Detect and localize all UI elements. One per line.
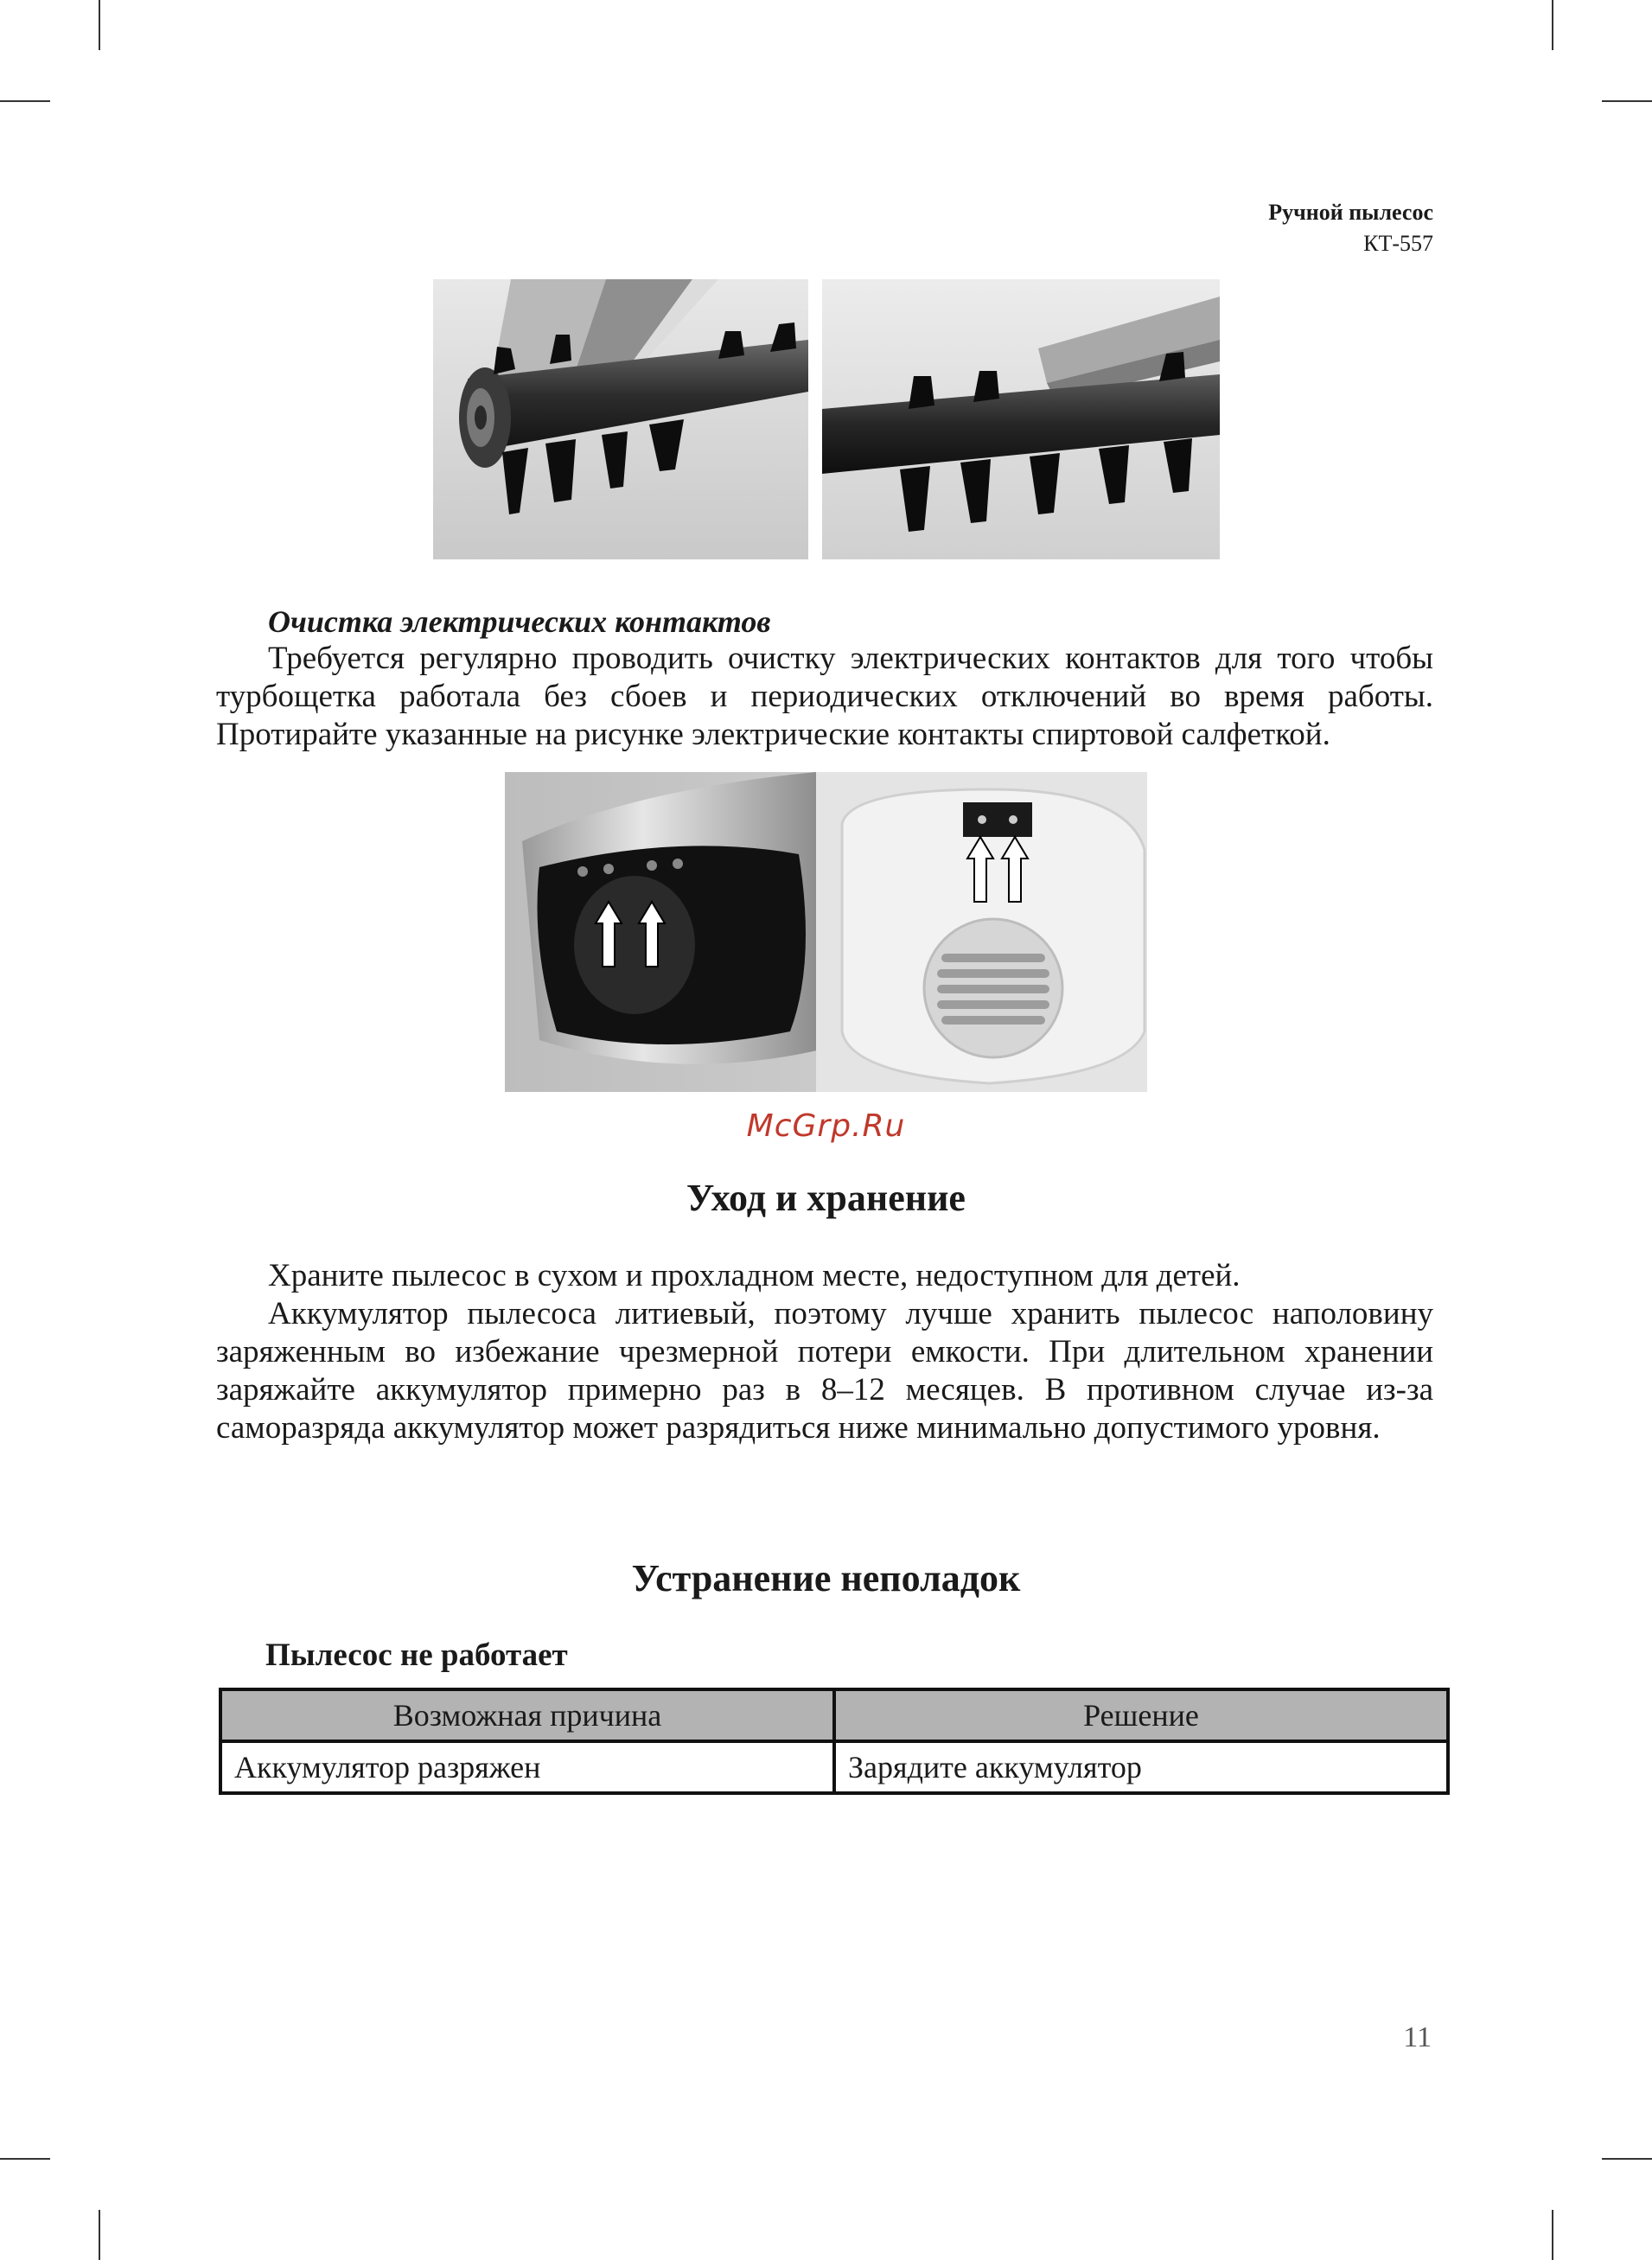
crop-mark [1552, 2210, 1553, 2260]
paragraph-care [216, 1257, 1433, 1447]
brush-roll-photo-left [433, 279, 808, 559]
paragraph-text: Аккумулятор пылесоса литиевый, поэтому лучше хранить пылесос наполовину заряженным во избежание чрезмерной потери емкости. При длительном хранении заряжайте аккумулятор примерно раз в 8–12 месяцев. В противном случае из-за саморазряда аккумулятор может разрядиться ниже минимально допустимого уровня. [216, 1296, 1433, 1446]
page-number: 11 [1403, 2021, 1432, 2053]
crop-mark [99, 2210, 100, 2260]
brush-roll-photo-right [822, 279, 1220, 559]
troubleshooting-table [219, 1688, 1450, 1795]
subheading-contacts: Очистка электрических контактов [268, 604, 771, 639]
heading-troubleshooting: Устранение неполадок [631, 1557, 1021, 1599]
crop-mark [0, 2158, 50, 2160]
column-header-solution: Решение [834, 1689, 1448, 1741]
subheading-not-working: Пылесос не работает [265, 1638, 568, 1673]
crop-mark [1602, 2158, 1652, 2160]
crop-mark [99, 0, 100, 50]
product-model: КТ-557 [1363, 231, 1433, 256]
table-header-row [220, 1689, 1448, 1741]
crop-mark [1602, 100, 1652, 102]
crop-mark [0, 100, 50, 102]
table-row [220, 1741, 1448, 1793]
electrical-contacts-photo [505, 772, 1147, 1092]
paragraph-text: Требуется регулярно проводить очистку электрических контактов для того чтобы турбощетка работала без сбоев и периодических отключений во время работы. Протирайте указанные на рисунке электрические контакты спиртовой салфеткой. [216, 641, 1433, 752]
paragraph-contacts [216, 640, 1433, 754]
crop-mark [1552, 0, 1553, 50]
table-cell-cause: Аккумулятор разряжен [220, 1741, 834, 1793]
product-title: Ручной пылесос [1268, 200, 1433, 225]
column-header-cause: Возможная причина [220, 1689, 834, 1741]
watermark: McGrp.Ru [746, 1108, 906, 1144]
running-header [1268, 197, 1433, 259]
table-cell-solution: Зарядите аккумулятор [834, 1741, 1448, 1793]
heading-care-storage: Уход и хранение [686, 1177, 966, 1219]
paragraph-text: Храните пылесос в сухом и прохладном месте, недоступном для детей. [268, 1258, 1241, 1293]
